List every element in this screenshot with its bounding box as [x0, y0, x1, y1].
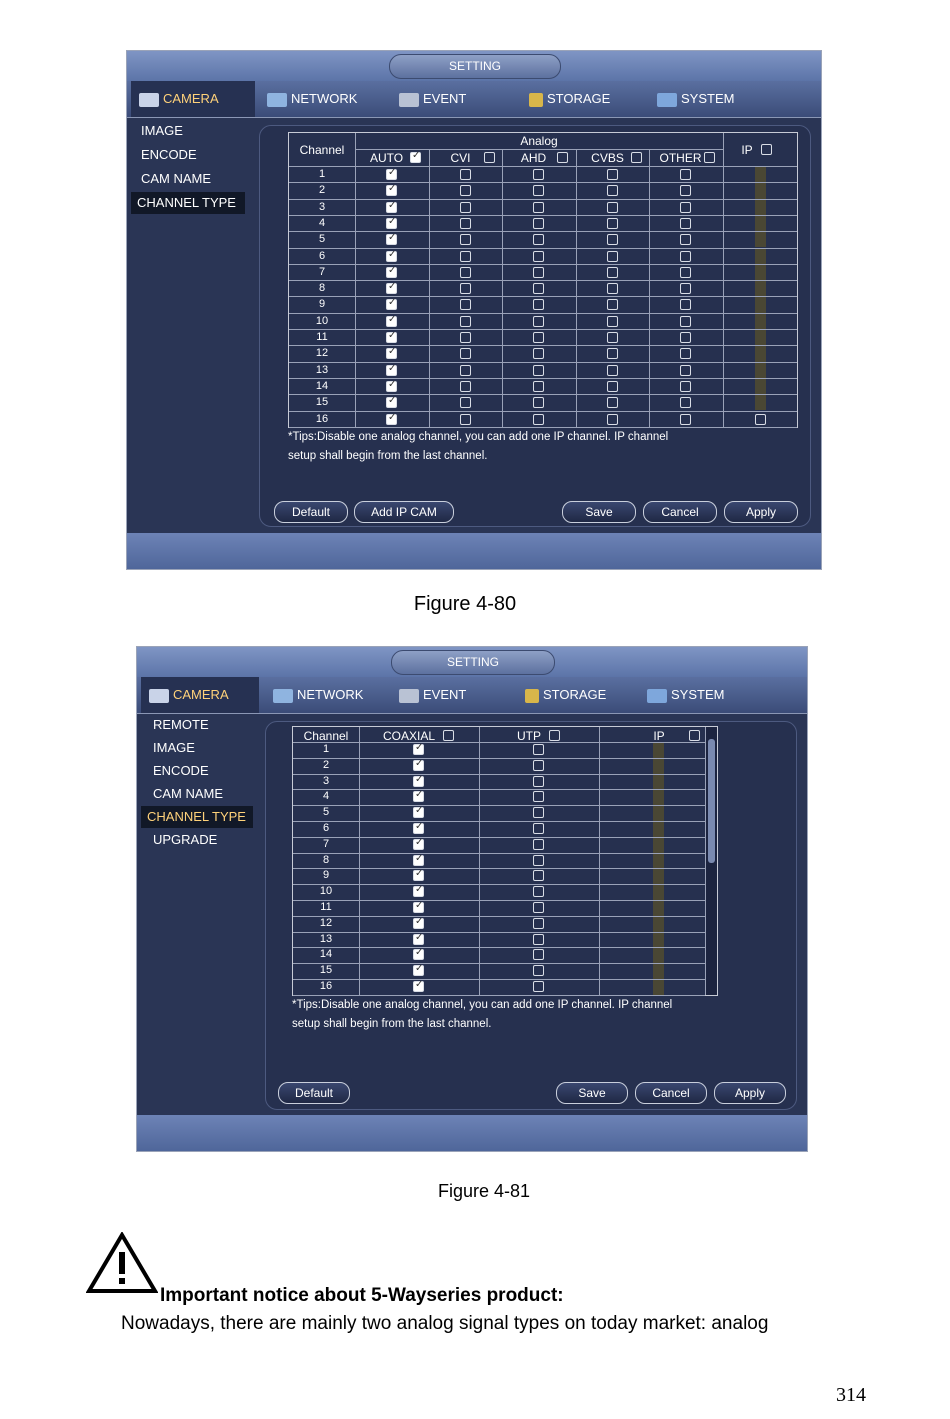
- network-icon: [273, 689, 293, 703]
- channel-type-checkbox[interactable]: [533, 397, 544, 408]
- camera-icon: [139, 93, 159, 107]
- apply-button[interactable]: Apply: [724, 501, 798, 523]
- ip-disabled-cell: [755, 281, 766, 296]
- channel-type-checkbox[interactable]: [607, 234, 618, 245]
- column-select-all-checkbox[interactable]: [549, 730, 560, 741]
- channel-type-checkbox[interactable]: [386, 234, 397, 245]
- coaxial-checkbox[interactable]: [413, 965, 424, 976]
- tips-line-2: setup shall begin from the last channel.: [292, 1018, 492, 1030]
- column-select-all-checkbox[interactable]: [410, 152, 421, 163]
- sidebar-item-image[interactable]: IMAGE: [153, 740, 195, 755]
- tab-label: SYSTEM: [681, 91, 735, 106]
- coaxial-checkbox[interactable]: [413, 760, 424, 771]
- ip-disabled-cell: [653, 980, 664, 995]
- column-header-ip: IP: [653, 729, 665, 743]
- tab-label: SYSTEM: [671, 687, 725, 702]
- channel-type-checkbox[interactable]: [533, 202, 544, 213]
- utp-checkbox[interactable]: [533, 949, 544, 960]
- tab-event[interactable]: [399, 677, 466, 713]
- tab-label: NETWORK: [291, 91, 358, 106]
- channel-type-checkbox[interactable]: [386, 283, 397, 294]
- channel-number: 13: [315, 363, 329, 376]
- sidebar-item-encode[interactable]: ENCODE: [153, 763, 209, 778]
- sidebar-item-channel-type[interactable]: CHANNEL TYPE: [141, 806, 253, 828]
- table-row-divider: [289, 248, 797, 249]
- warning-icon: [86, 1232, 158, 1294]
- ip-disabled-cell: [653, 806, 664, 821]
- channel-type-checkbox[interactable]: [460, 251, 471, 262]
- column-select-all-checkbox[interactable]: [557, 152, 568, 163]
- tab-network[interactable]: [273, 677, 363, 713]
- channel-number: 3: [322, 774, 330, 787]
- storage-icon: [529, 93, 543, 107]
- channel-type-checkbox[interactable]: [607, 218, 618, 229]
- table-row-divider: [289, 231, 797, 232]
- coaxial-checkbox[interactable]: [413, 870, 424, 881]
- channel-type-checkbox[interactable]: [460, 202, 471, 213]
- channel-number: 13: [319, 932, 333, 945]
- add-ip-cam-button[interactable]: Add IP CAM: [354, 501, 454, 523]
- coaxial-checkbox[interactable]: [413, 839, 424, 850]
- channel-header: Channel: [303, 729, 349, 743]
- figure-4-81-screenshot: [136, 646, 808, 1152]
- tab-label: EVENT: [423, 687, 467, 702]
- figure-4-81-caption: Figure 4-81: [437, 1181, 531, 1201]
- utp-checkbox[interactable]: [533, 823, 544, 834]
- figure-4-80-screenshot: [126, 50, 822, 570]
- tab-label: NETWORK: [297, 687, 364, 702]
- sidebar-item-cam-name[interactable]: CAM NAME: [141, 171, 212, 186]
- tab-network[interactable]: [267, 81, 357, 117]
- channel-type-checkbox[interactable]: [533, 185, 544, 196]
- ip-disabled-cell: [755, 314, 766, 329]
- table-row-divider: [289, 362, 797, 363]
- coaxial-checkbox[interactable]: [413, 949, 424, 960]
- channel-number: 1: [322, 743, 330, 755]
- table-row-divider: [289, 394, 797, 395]
- table-row-divider: [289, 215, 797, 216]
- channel-type-checkbox[interactable]: [607, 381, 618, 392]
- cancel-button[interactable]: Cancel: [635, 1082, 707, 1104]
- channel-type-checkbox[interactable]: [533, 234, 544, 245]
- channel-type-checkbox[interactable]: [460, 348, 471, 359]
- channel-type-checkbox[interactable]: [680, 381, 691, 392]
- page-number: 314: [836, 1384, 866, 1406]
- ip-disabled-cell: [653, 838, 664, 853]
- coaxial-checkbox[interactable]: [413, 791, 424, 802]
- channel-type-table: [292, 726, 718, 996]
- channel-number: 16: [319, 980, 333, 992]
- channel-number: 14: [315, 379, 329, 392]
- ip-disabled-cell: [653, 885, 664, 900]
- column-header-other: OTHER: [659, 151, 702, 165]
- channel-number: 4: [318, 216, 326, 229]
- ip-disabled-cell: [755, 200, 766, 215]
- channel-type-checkbox[interactable]: [533, 299, 544, 310]
- channel-type-checkbox[interactable]: [607, 202, 618, 213]
- utp-checkbox[interactable]: [533, 965, 544, 976]
- column-header-ahd: AHD: [520, 151, 547, 165]
- system-icon: [647, 689, 667, 703]
- channel-type-checkbox[interactable]: [386, 348, 397, 359]
- table-row-divider: [289, 411, 797, 412]
- ip-disabled-cell: [653, 901, 664, 916]
- ip-disabled-cell: [653, 822, 664, 837]
- channel-header: Channel: [299, 143, 345, 157]
- column-header-coaxial: COAXIAL: [382, 729, 436, 743]
- channel-type-checkbox[interactable]: [533, 218, 544, 229]
- channel-type-checkbox[interactable]: [386, 267, 397, 278]
- tips-text: [288, 428, 748, 466]
- ip-disabled-cell: [755, 216, 766, 231]
- channel-number: 10: [315, 314, 329, 327]
- notice-title: Important notice about 5-Wayseries product:: [160, 1285, 564, 1306]
- channel-type-checkbox[interactable]: [607, 185, 618, 196]
- content-area: [265, 721, 797, 1110]
- channel-type-checkbox[interactable]: [607, 169, 618, 180]
- channel-type-checkbox[interactable]: [386, 218, 397, 229]
- channel-type-checkbox[interactable]: [533, 365, 544, 376]
- channel-type-checkbox[interactable]: [607, 251, 618, 262]
- tab-system[interactable]: [647, 677, 724, 713]
- channel-number: 7: [322, 837, 330, 850]
- channel-type-checkbox[interactable]: [680, 414, 691, 425]
- ip-disabled-cell: [653, 775, 664, 790]
- column-select-all-checkbox[interactable]: [704, 152, 715, 163]
- ip-disabled-cell: [755, 249, 766, 264]
- channel-type-checkbox[interactable]: [460, 365, 471, 376]
- channel-type-checkbox[interactable]: [680, 283, 691, 294]
- coaxial-checkbox[interactable]: [413, 902, 424, 913]
- column-header-utp: UTP: [517, 729, 541, 743]
- coaxial-checkbox[interactable]: [413, 918, 424, 929]
- table-row-divider: [289, 378, 797, 379]
- ip-disabled-cell: [653, 948, 664, 963]
- tab-system[interactable]: [657, 81, 734, 117]
- table-row-divider: [289, 329, 797, 330]
- column-select-all-checkbox[interactable]: [689, 730, 700, 741]
- ip-disabled-cell: [653, 917, 664, 932]
- channel-type-checkbox[interactable]: [386, 414, 397, 425]
- setting-title: SETTING: [389, 54, 561, 79]
- channel-type-checkbox[interactable]: [533, 348, 544, 359]
- channel-type-checkbox[interactable]: [533, 251, 544, 262]
- channel-type-checkbox[interactable]: [533, 169, 544, 180]
- sidebar-item-cam-name[interactable]: CAM NAME: [153, 786, 224, 801]
- channel-number: 16: [315, 412, 329, 425]
- channel-number: 1: [318, 168, 326, 180]
- tab-event[interactable]: [399, 81, 466, 117]
- channel-number: 11: [320, 901, 332, 913]
- tab-label: STORAGE: [543, 687, 607, 702]
- column-select-all-checkbox[interactable]: [484, 152, 495, 163]
- channel-type-checkbox[interactable]: [680, 267, 691, 278]
- channel-type-checkbox[interactable]: [460, 414, 471, 425]
- main-tab-bar: [127, 81, 821, 118]
- channel-type-checkbox[interactable]: [460, 218, 471, 229]
- save-button[interactable]: Save: [556, 1082, 628, 1104]
- channel-type-checkbox[interactable]: [460, 381, 471, 392]
- utp-checkbox[interactable]: [533, 918, 544, 929]
- column-header-cvi: CVI: [450, 151, 471, 165]
- tab-label: CAMERA: [173, 687, 229, 702]
- camera-icon: [149, 689, 169, 703]
- ip-select-all-checkbox[interactable]: [761, 144, 772, 155]
- setting-title: SETTING: [391, 650, 555, 675]
- channel-type-checkbox[interactable]: [386, 397, 397, 408]
- channel-number: 12: [319, 916, 333, 929]
- event-icon: [399, 93, 419, 107]
- tab-camera[interactable]: [141, 677, 259, 713]
- channel-type-checkbox[interactable]: [386, 202, 397, 213]
- utp-checkbox[interactable]: [533, 839, 544, 850]
- coaxial-checkbox[interactable]: [413, 776, 424, 787]
- coaxial-checkbox[interactable]: [413, 807, 424, 818]
- channel-number: 6: [322, 822, 330, 834]
- ip-disabled-cell: [653, 933, 664, 948]
- ip-disabled-cell: [755, 183, 766, 198]
- utp-checkbox[interactable]: [533, 870, 544, 881]
- channel-number: 4: [322, 790, 330, 803]
- channel-type-checkbox[interactable]: [460, 185, 471, 196]
- column-header-auto: AUTO: [369, 151, 404, 165]
- channel-type-checkbox[interactable]: [680, 218, 691, 229]
- channel-number: 5: [322, 806, 330, 819]
- utp-checkbox[interactable]: [533, 886, 544, 897]
- sidebar-item-remote[interactable]: REMOTE: [153, 717, 209, 732]
- ip-disabled-cell: [755, 167, 766, 182]
- table-row-divider: [289, 166, 797, 167]
- channel-type-checkbox[interactable]: [680, 365, 691, 376]
- table-row-divider: [289, 182, 797, 183]
- figure-4-80-caption: Figure 4-80: [413, 593, 517, 615]
- tips-text: [292, 996, 752, 1034]
- channel-type-checkbox[interactable]: [460, 234, 471, 245]
- default-button[interactable]: Default: [274, 501, 348, 523]
- channel-number: 15: [319, 964, 333, 977]
- tab-label: EVENT: [423, 91, 467, 106]
- table-row-divider: [289, 345, 797, 346]
- channel-type-checkbox[interactable]: [680, 202, 691, 213]
- ip-disabled-cell: [653, 854, 664, 869]
- content-area: [259, 125, 811, 527]
- channel-type-checkbox[interactable]: [533, 267, 544, 278]
- channel-type-checkbox[interactable]: [680, 251, 691, 262]
- table-row-divider: [289, 280, 797, 281]
- utp-checkbox[interactable]: [533, 791, 544, 802]
- channel-type-checkbox[interactable]: [680, 234, 691, 245]
- bottom-bar: [137, 1115, 807, 1151]
- channel-number: 15: [315, 396, 329, 409]
- channel-type-checkbox[interactable]: [680, 348, 691, 359]
- channel-type-checkbox[interactable]: [460, 267, 471, 278]
- table-row-divider: [289, 313, 797, 314]
- channel-type-checkbox[interactable]: [680, 316, 691, 327]
- channel-type-checkbox[interactable]: [607, 365, 618, 376]
- main-tab-bar: [137, 677, 807, 714]
- system-icon: [657, 93, 677, 107]
- save-button[interactable]: Save: [562, 501, 636, 523]
- coaxial-checkbox[interactable]: [413, 934, 424, 945]
- ip-disabled-cell: [755, 232, 766, 247]
- channel-number: 8: [322, 853, 330, 866]
- bottom-bar: [127, 533, 821, 569]
- channel-type-checkbox[interactable]: [386, 316, 397, 327]
- channel-number: 10: [319, 885, 333, 898]
- sidebar-item-encode[interactable]: ENCODE: [141, 147, 197, 162]
- channel-type-checkbox[interactable]: [607, 283, 618, 294]
- ip-disabled-cell: [755, 363, 766, 378]
- default-button[interactable]: Default: [278, 1082, 350, 1104]
- channel-type-checkbox[interactable]: [533, 283, 544, 294]
- channel-type-checkbox[interactable]: [533, 316, 544, 327]
- channel-type-checkbox[interactable]: [680, 397, 691, 408]
- ip-disabled-cell: [653, 964, 664, 979]
- channel-type-checkbox[interactable]: [533, 414, 544, 425]
- ip-disabled-cell: [653, 743, 664, 758]
- table-scrollbar[interactable]: [705, 727, 717, 995]
- channel-type-checkbox[interactable]: [460, 283, 471, 294]
- channel-number: 5: [318, 233, 326, 246]
- analog-group-header: Analog: [520, 134, 558, 148]
- tab-camera[interactable]: [131, 81, 255, 117]
- utp-checkbox[interactable]: [533, 981, 544, 992]
- column-select-all-checkbox[interactable]: [631, 152, 642, 163]
- channel-type-checkbox[interactable]: [607, 316, 618, 327]
- coaxial-checkbox[interactable]: [413, 855, 424, 866]
- channel-number: 14: [319, 948, 333, 961]
- sidebar-item-upgrade[interactable]: UPGRADE: [153, 832, 218, 847]
- channel-number: 7: [318, 265, 326, 278]
- apply-button[interactable]: Apply: [714, 1082, 786, 1104]
- channel-number: 2: [322, 758, 330, 771]
- channel-number: 6: [318, 249, 326, 262]
- channel-number: 3: [318, 200, 326, 213]
- utp-checkbox[interactable]: [533, 902, 544, 913]
- ip-disabled-cell: [755, 395, 766, 410]
- channel-type-checkbox[interactable]: [386, 251, 397, 262]
- coaxial-checkbox[interactable]: [413, 823, 424, 834]
- channel-type-checkbox[interactable]: [607, 299, 618, 310]
- network-icon: [267, 93, 287, 107]
- channel-type-checkbox[interactable]: [680, 185, 691, 196]
- tab-label: CAMERA: [163, 91, 219, 106]
- tips-line-1: *Tips:Disable one analog channel, you can add one IP channel. IP channel: [292, 999, 673, 1011]
- channel-number: 11: [316, 331, 328, 343]
- channel-type-checkbox[interactable]: [460, 316, 471, 327]
- channel-type-checkbox[interactable]: [386, 185, 397, 196]
- channel-type-checkbox[interactable]: [680, 299, 691, 310]
- ip-disabled-cell: [755, 265, 766, 280]
- channel-number: 12: [315, 347, 329, 360]
- ip-disabled-cell: [755, 346, 766, 361]
- channel-type-checkbox[interactable]: [386, 332, 397, 343]
- ip-disabled-cell: [653, 790, 664, 805]
- channel-type-table: [288, 132, 798, 428]
- sidebar-item-channel-type[interactable]: CHANNEL TYPE: [131, 192, 245, 214]
- channel-type-checkbox[interactable]: [386, 299, 397, 310]
- channel-type-checkbox[interactable]: [533, 381, 544, 392]
- tab-label: STORAGE: [547, 91, 611, 106]
- column-select-all-checkbox[interactable]: [443, 730, 454, 741]
- storage-icon: [525, 689, 539, 703]
- channel-type-checkbox[interactable]: [460, 299, 471, 310]
- ip-disabled-cell: [755, 330, 766, 345]
- sidebar-item-image[interactable]: IMAGE: [141, 123, 183, 138]
- channel-type-checkbox[interactable]: [680, 169, 691, 180]
- channel-type-checkbox[interactable]: [680, 332, 691, 343]
- tips-line-2: setup shall begin from the last channel.: [288, 450, 488, 462]
- channel-type-checkbox[interactable]: [460, 169, 471, 180]
- ip-channel-checkbox[interactable]: [755, 414, 766, 425]
- utp-checkbox[interactable]: [533, 807, 544, 818]
- channel-number: 8: [318, 282, 326, 295]
- table-row-divider: [289, 199, 797, 200]
- channel-number: 9: [318, 298, 326, 311]
- utp-checkbox[interactable]: [533, 760, 544, 771]
- ip-disabled-cell: [653, 759, 664, 774]
- utp-checkbox[interactable]: [533, 744, 544, 755]
- channel-type-checkbox[interactable]: [607, 267, 618, 278]
- utp-checkbox[interactable]: [533, 855, 544, 866]
- channel-type-checkbox[interactable]: [607, 414, 618, 425]
- tab-storage[interactable]: [525, 677, 606, 713]
- channel-type-checkbox[interactable]: [386, 169, 397, 180]
- cancel-button[interactable]: Cancel: [643, 501, 717, 523]
- table-row-divider: [289, 296, 797, 297]
- channel-number: 2: [318, 184, 326, 197]
- notice-paragraph: Nowadays, there are mainly two analog signal types on today market: analog: [121, 1313, 769, 1334]
- coaxial-checkbox[interactable]: [413, 981, 424, 992]
- coaxial-checkbox[interactable]: [413, 744, 424, 755]
- utp-checkbox[interactable]: [533, 776, 544, 787]
- tips-line-1: *Tips:Disable one analog channel, you can add one IP channel. IP channel: [288, 431, 669, 443]
- channel-type-checkbox[interactable]: [607, 348, 618, 359]
- channel-number: 9: [322, 869, 330, 882]
- tab-storage[interactable]: [529, 81, 610, 117]
- coaxial-checkbox[interactable]: [413, 886, 424, 897]
- ip-header: IP: [741, 143, 753, 157]
- table-row-divider: [289, 264, 797, 265]
- channel-type-checkbox[interactable]: [386, 381, 397, 392]
- channel-type-checkbox[interactable]: [607, 397, 618, 408]
- event-icon: [399, 689, 419, 703]
- channel-type-checkbox[interactable]: [533, 332, 544, 343]
- ip-disabled-cell: [653, 869, 664, 884]
- channel-type-checkbox[interactable]: [460, 397, 471, 408]
- scrollbar-thumb[interactable]: [708, 739, 715, 863]
- channel-type-checkbox[interactable]: [386, 365, 397, 376]
- utp-checkbox[interactable]: [533, 934, 544, 945]
- channel-type-checkbox[interactable]: [607, 332, 618, 343]
- ip-disabled-cell: [755, 379, 766, 394]
- channel-type-checkbox[interactable]: [460, 332, 471, 343]
- column-header-cvbs: CVBS: [591, 151, 624, 165]
- ip-disabled-cell: [755, 297, 766, 312]
